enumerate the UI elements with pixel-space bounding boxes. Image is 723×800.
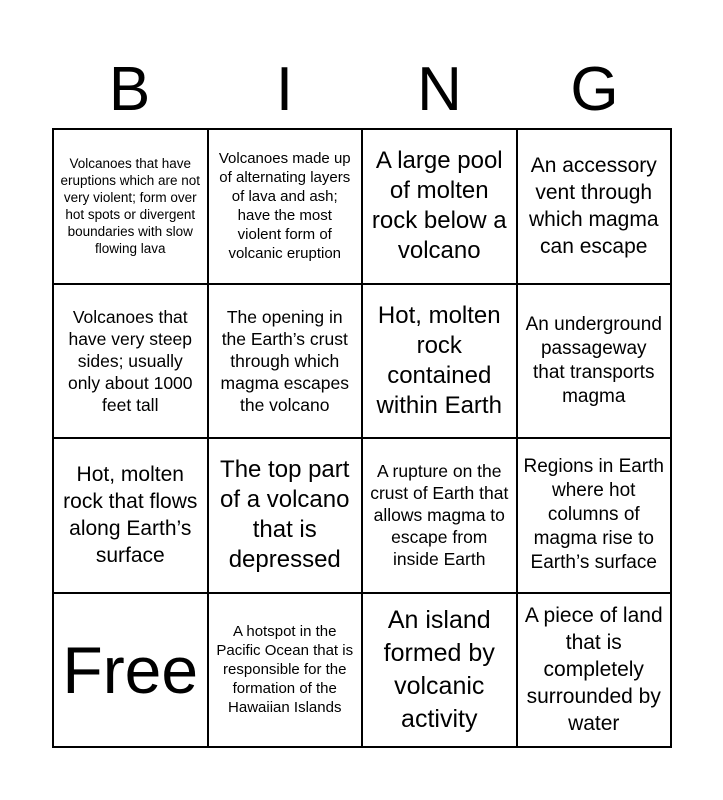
cell-text: Volcanoes that have eruptions which are not very violent; form over hot spots or divergent boundaries with slow flowing lava [60,156,201,257]
bingo-cell-r3-c3[interactable] [363,439,518,594]
bingo-cell-r2-c2[interactable] [209,285,364,440]
cell-text: A hotspot in the Pacific Ocean that is responsible for the formation of the Hawaiian Islands [216,623,354,717]
bingo-cell-r1-c3[interactable] [363,130,518,285]
bingo-cell-r2-c4[interactable] [518,285,673,440]
cell-text: An island formed by volcanic activity [383,605,495,733]
bingo-cell-r4-c4[interactable] [518,594,673,749]
cell-text: The opening in the Earth’s crust through which magma escapes the volcano [220,306,349,415]
cell-text: Regions in Earth where hot columns of magma rise to Earth’s surface [523,456,664,574]
cell-text: An accessory vent through which magma can escape [528,154,659,259]
bingo-cell-r3-c1[interactable] [54,439,209,594]
bingo-cell-r1-c2[interactable] [209,130,364,285]
header-letter-g: G [570,55,619,124]
bingo-cell-r4-c3[interactable] [363,594,518,749]
cell-text: A piece of land that is completely surrounded by water [524,604,663,736]
header-letter-n: N [417,55,462,124]
bingo-cell-r4-c2[interactable] [209,594,364,749]
bingo-cell-r1-c1[interactable] [54,130,209,285]
cell-text: Hot, molten rock contained within Earth [376,301,502,419]
bingo-cell-r2-c1[interactable] [54,285,209,440]
bingo-header [52,52,672,128]
cell-text: A rupture on the crust of Earth that allows magma to escape from inside Earth [370,461,509,570]
cell-text: Volcanoes that have very steep sides; usually only about 1000 feet tall [67,306,193,415]
cell-text: The top part of a volcano that is depressed [220,456,350,574]
cell-text: An underground passageway that transports magma [525,313,662,407]
bingo-cell-r2-c3[interactable] [363,285,518,440]
bingo-cell-free[interactable] [54,594,209,749]
bingo-cell-r1-c4[interactable] [518,130,673,285]
bingo-board [52,128,672,748]
free-space-label: Free [62,632,199,707]
cell-text: Volcanoes made up of alternating layers of lava and ash; have the most violent form of volcanic eruption [218,150,351,263]
cell-text: A large pool of molten rock below a volcano [371,147,507,265]
bingo-cell-r3-c2[interactable] [209,439,364,594]
bingo-cell-r3-c4[interactable] [518,439,673,594]
header-letter-b: B [108,55,151,124]
cell-text: Hot, molten rock that flows along Earth’s surface [63,463,198,568]
header-letter-i: I [275,55,294,124]
